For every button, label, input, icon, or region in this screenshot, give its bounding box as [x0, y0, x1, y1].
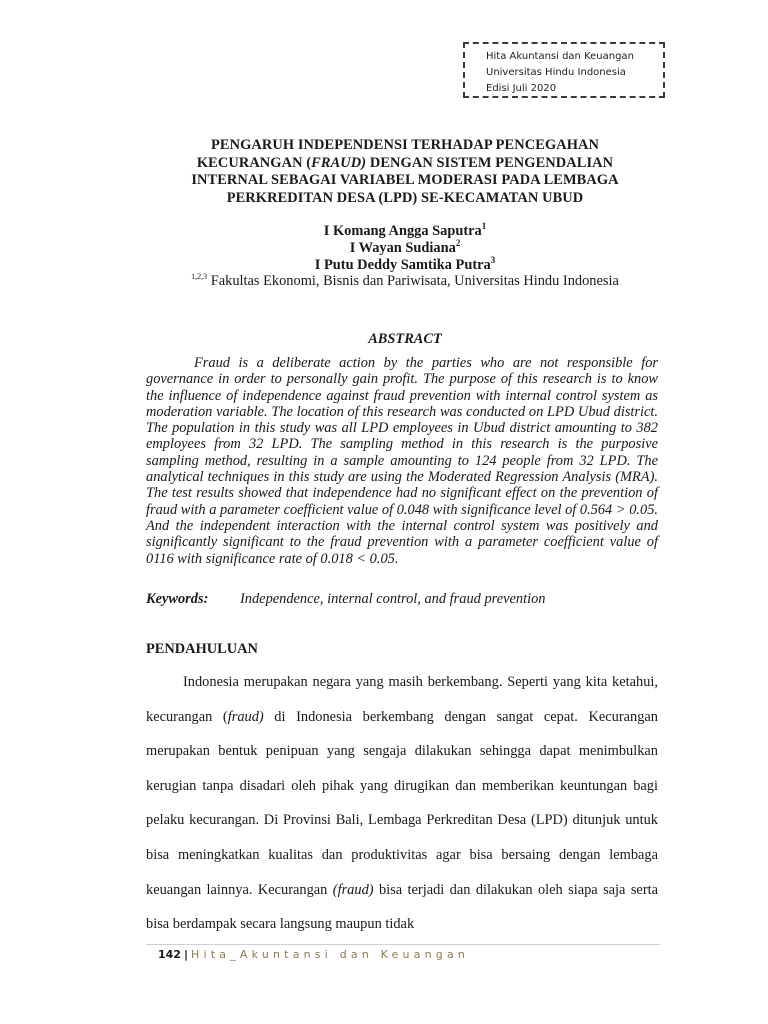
author-2 [150, 240, 660, 257]
journal-header-box [463, 42, 665, 98]
author-2-sup: 2 [455, 238, 461, 248]
header-university: Universitas Hindu Indonesia [486, 67, 626, 78]
paper-title [150, 137, 660, 207]
author-2-name: I Wayan Sudiana [349, 240, 456, 256]
author-list [150, 223, 660, 274]
affiliation-sup: 1,2,3 [191, 272, 208, 281]
page-footer [158, 947, 469, 962]
title-line-4: PERKREDITAN DESA (LPD) SE-KECAMATAN UBUD [226, 189, 584, 206]
abstract-body [146, 355, 658, 567]
title-line-2-post: DENGAN SISTEM PENGENDALIAN [366, 154, 614, 171]
section-heading: PENDAHULUAN [146, 641, 258, 657]
abstract-paragraph: Fraud is a deliberate action by the parties who are not responsible for governance in order to personally gain profit. The purpose of this research is to know the influence of independence against fraud prevention with internal control system as moderation variable. The location of this research was conducted on LPD Ubud district. The population in this study was all LPD employees in Ubud district amounting to 382 employees from 32 LPD. The sampling method in this research is the purposive sampling method, resulting in a sample amounting to 124 people from 32 LPD. The analytical techniques in this study are using the Moderated Regression Analysis (MRA). The test results showed that independence had no significant effect on the prevention of fraud with a parameter coefficient value of 0.048 with significance level of 0.564 > 0.05. And the independent interaction with the internal control system was positively and significantly significant to the fraud prevention with a parameter coefficient value of 0116 with significance rate of 0.018 < 0.05. [146, 355, 658, 567]
title-line-1: PENGARUH INDEPENDENSI TERHADAP PENCEGAHAN [210, 137, 600, 153]
title-line-3: INTERNAL SEBAGAI VARIABEL MODERASI PADA LEMBAGA [191, 172, 619, 189]
author-1-sup: 1 [481, 221, 487, 231]
title-line-2-italic: FRAUD) [311, 154, 367, 171]
footer-divider [146, 944, 660, 945]
intro-body [146, 665, 658, 942]
keywords [146, 591, 658, 608]
keywords-label: Keywords: [146, 591, 209, 607]
header-journal-name: Hita Akuntansi dan Keuangan [486, 51, 634, 62]
author-3 [150, 257, 660, 274]
affiliation [150, 273, 660, 290]
header-edition: Edisi Juli 2020 [486, 83, 557, 94]
keywords-text: Independence, internal control, and fraud prevention [240, 591, 546, 607]
affiliation-text: Fakultas Ekonomi, Bisnis dan Pariwisata, Universitas Hindu Indonesia [207, 273, 619, 289]
author-3-sup: 3 [490, 255, 496, 265]
author-1 [150, 223, 660, 240]
intro-fraud-1: fraud) [227, 708, 264, 725]
page-number: 142 [158, 948, 181, 961]
footer-journal-name: Hita_Akuntansi dan Keuangan [191, 948, 470, 961]
intro-text-c: bisa terjadi dan dilakukan oleh siapa saja serta bisa berdampak secara langsung maupun tidak [146, 881, 658, 933]
title-line-2-pre: KECURANGAN ( [196, 154, 312, 171]
author-1-name: I Komang Angga Saputra [323, 223, 482, 239]
footer-separator: | [183, 948, 188, 961]
intro-fraud-2: (fraud) [332, 881, 374, 898]
intro-paragraph [146, 665, 658, 942]
intro-text-b: di Indonesia berkembang dengan sangat cepat. Kecurangan merupakan bentuk penipuan yang sengaja dilakukan sehingga dapat menimbulkan kerugian tanpa disadari oleh pihak yang dirugikan dan memberikan keuntungan bagi pelaku kecurangan. Di Provinsi Bali, Lembaga Perkreditan Desa (LPD) ditunjuk untuk bisa meningkatkan kualitas dan produktivitas agar bisa bersaing dengan lembaga keuangan lainnya. Kecurangan [146, 708, 658, 898]
title-line-2 [150, 155, 660, 173]
abstract-heading: ABSTRACT [368, 331, 442, 347]
intro-text-a: Indonesia merupakan negara yang masih berkembang. Seperti yang kita ketahui, kecurangan ( [146, 674, 658, 725]
author-3-name: I Putu Deddy Samtika Putra [314, 257, 491, 273]
